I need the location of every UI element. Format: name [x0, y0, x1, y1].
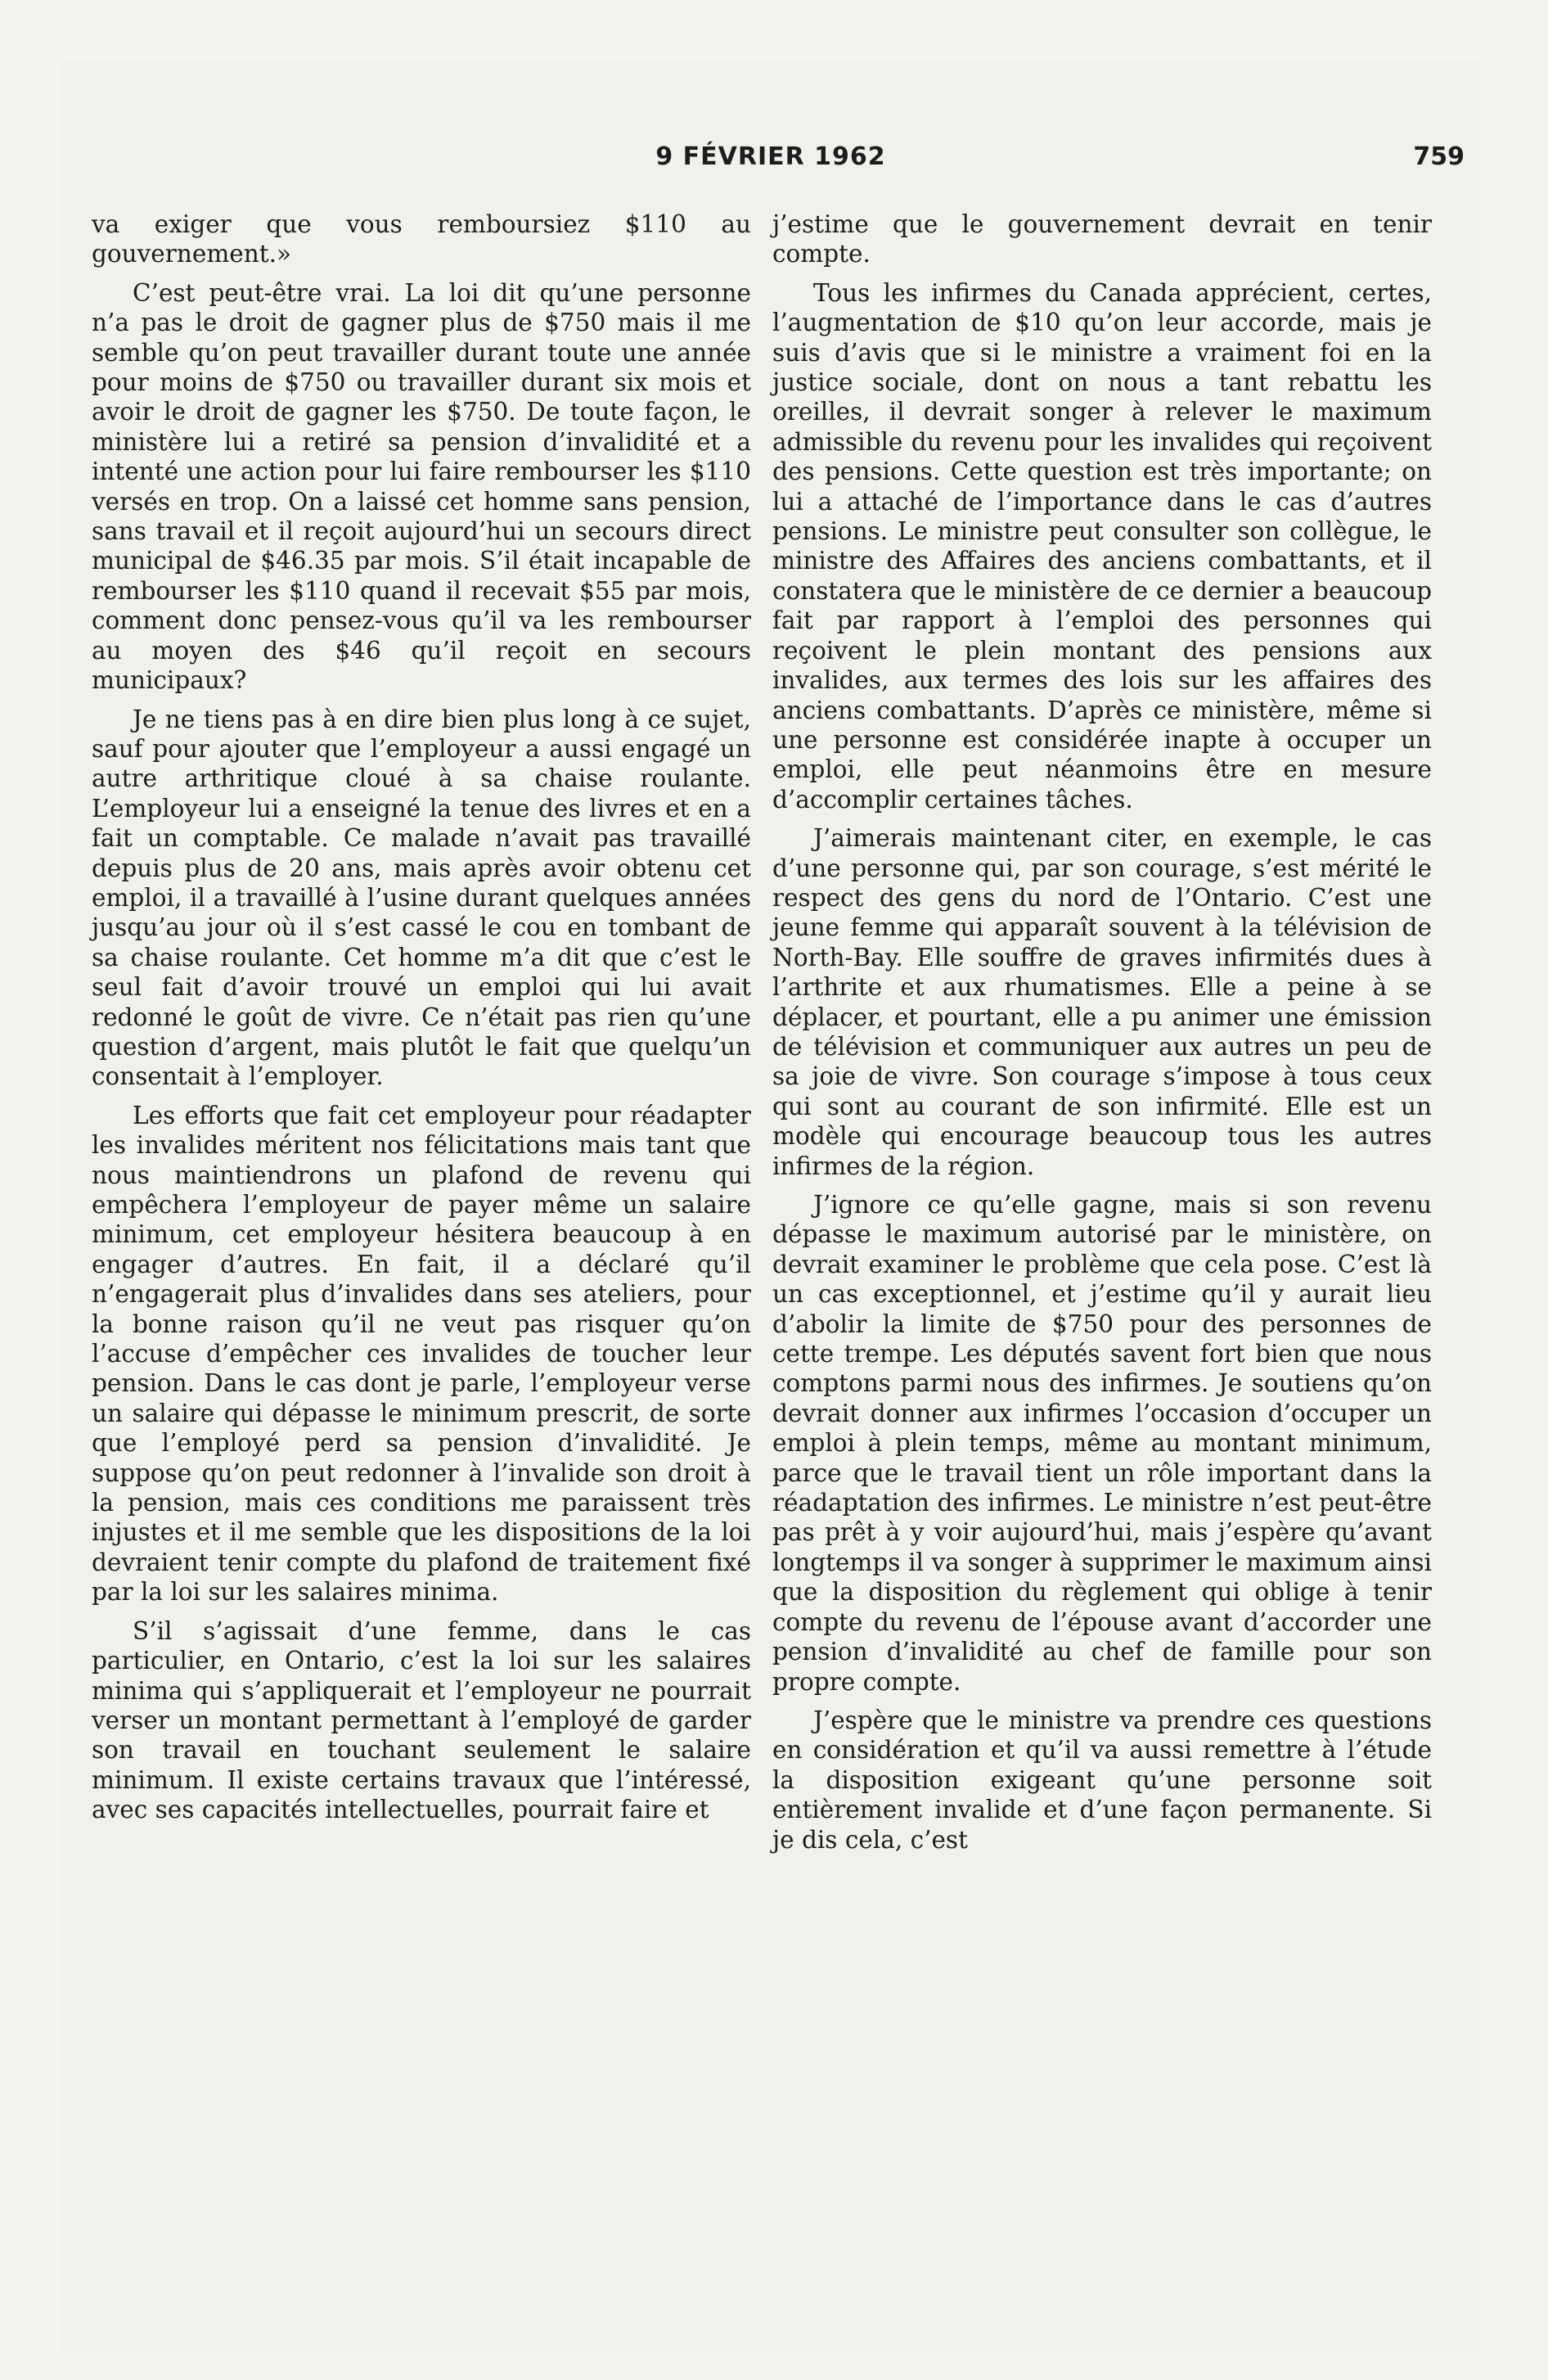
page — [61, 61, 1481, 2352]
paragraph: Tous les infirmes du Canada apprécient, certes, l’augmentation de $10 qu’on leur accorde, mais je suis d’avis que si le ministre a vraiment foi en la justice sociale, dont on nous a tant rebattu les oreilles, il devrait songer à relever le maximum admissible du revenu pour les invalides qui reçoivent des pensions. Cette question est très importante; on lui a attaché de l’importance dans le cas d’autres pensions. Le ministre peut consulter son collègue, le ministre des Affaires des anciens combattants, et il constatera que le ministère de ce dernier a beaucoup fait par rapport à l’emploi des personnes qui reçoivent le plein montant des pensions aux invalides, aux termes des lois sur les affaires des anciens combattants. D’après ce ministère, même si une personne est considérée inapte à occuper un emploi, elle peut néanmoins être en mesure d’accomplir certaines tâches. — [772, 278, 1432, 814]
right-column — [772, 210, 1432, 1864]
paragraph: J’aimerais maintenant citer, en exemple, le cas d’une personne qui, par son courage, s’est mérité le respect des gens du nord de l’Ontario. C’est une jeune femme qui apparaît souvent à la télévision de North-Bay. Elle souffre de graves infirmités dues à l’arthrite et aux rhumatismes. Elle a peine à se déplacer, et pourtant, elle a pu animer une émission de télévision et communiquer aux autres un peu de sa joie de vivre. Son courage s’impose à tous ceux qui sont au courant de son infirmité. Elle est un modèle qui encourage beaucoup tous les autres infirmes de la région. — [772, 824, 1432, 1180]
paragraph: S’il s’agissait d’une femme, dans le cas particulier, en Ontario, c’est la loi sur les salaires minima qui s’appliquerait et l’employeur ne pourrait verser un montant permettant à l’employé de garder son travail en touchant seulement le salaire minimum. Il existe certains travaux que l’intéressé, avec ses capacités intellectuelles, pourrait faire et — [92, 1616, 751, 1824]
page-date: 9 FÉVRIER 1962 — [655, 142, 886, 171]
page-header — [61, 142, 1481, 183]
paragraph: C’est peut-être vrai. La loi dit qu’une personne n’a pas le droit de gagner plus de $750 mais il me semble qu’on peut travailler durant toute une année pour moins de $750 ou travailler durant six mois et avoir le droit de gagner les $750. De toute façon, le ministère lui a retiré sa pension d’invalidité et a intenté une action pour lui faire rembourser les $110 versés en trop. On a laissé cet homme sans pension, sans travail et il reçoit aujourd’hui un secours direct municipal de $46.35 par mois. S’il était incapable de rembourser les $110 quand il recevait $55 par mois, comment donc pensez-vous qu’il va les rembourser au moyen des $46 qu’il reçoit en secours municipaux? — [92, 278, 751, 695]
left-column — [92, 210, 751, 1834]
paragraph: va exiger que vous remboursiez $110 au gouvernement.» — [92, 210, 751, 268]
paragraph: Je ne tiens pas à en dire bien plus long à ce sujet, sauf pour ajouter que l’employeur a aussi engagé un autre arthritique cloué à sa chaise roulante. L’employeur lui a enseigné la tenue des livres et en a fait un comptable. Ce malade n’avait pas travaillé depuis plus de 20 ans, mais après avoir obtenu cet emploi, il a travaillé à l’usine durant quelques années jusqu’au jour où il s’est cassé le cou en tombant de sa chaise roulante. Cet homme m’a dit que c’est le seul fait d’avoir trouvé un emploi qui lui avait redonné le goût de vivre. Ce n’était pas rien qu’une question d’argent, mais plutôt le fait que quelqu’un consentait à l’employer. — [92, 705, 751, 1091]
paragraph: Les efforts que fait cet employeur pour réadapter les invalides méritent nos félicitations mais tant que nous maintiendrons un plafond de revenu qui empêchera l’employeur de payer même un salaire minimum, cet employeur hésitera beaucoup à en engager d’autres. En fait, il a déclaré qu’il n’engagerait plus d’invalides dans ses ateliers, pour la bonne raison qu’il ne veut pas risquer qu’on l’accuse d’empêcher ces invalides de toucher leur pension. Dans le cas dont je parle, l’employeur verse un salaire qui dépasse le minimum prescrit, de sorte que l’employé perd sa pension d’invalidité. Je suppose qu’on peut redonner à l’invalide son droit à la pension, mais ces conditions me paraissent très injustes et il me semble que les dispositions de la loi devraient tenir compte du plafond de traitement fixé par la loi sur les salaires minima. — [92, 1101, 751, 1607]
page-number: 759 — [1413, 142, 1465, 171]
paragraph: j’estime que le gouvernement devrait en tenir compte. — [772, 210, 1432, 268]
paragraph: J’espère que le ministre va prendre ces questions en considération et qu’il va aussi remettre à l’étude la disposition exigeant qu’une personne soit entièrement invalide et d’une façon permanente. Si je dis cela, c’est — [772, 1706, 1432, 1854]
paragraph: J’ignore ce qu’elle gagne, mais si son revenu dépasse le maximum autorisé par le ministère, on devrait examiner le problème que cela pose. C’est là un cas exceptionnel, et j’estime qu’il y aurait lieu d’abolir la limite de $750 pour des personnes de cette trempe. Les députés savent fort bien que nous comptons parmi nous des infirmes. Je soutiens qu’on devrait donner aux infirmes l’occasion d’occuper un emploi à plein temps, même au montant minimum, parce que le travail tient un rôle important dans la réadaptation des infirmes. Le ministre n’est peut-être pas prêt à y voir aujourd’hui, mais j’espère qu’avant longtemps il va songer à supprimer le maximum ainsi que la disposition du règlement qui oblige à tenir compte du revenu de l’épouse avant d’accorder une pension d’invalidité au chef de famille pour son propre compte. — [772, 1191, 1432, 1696]
